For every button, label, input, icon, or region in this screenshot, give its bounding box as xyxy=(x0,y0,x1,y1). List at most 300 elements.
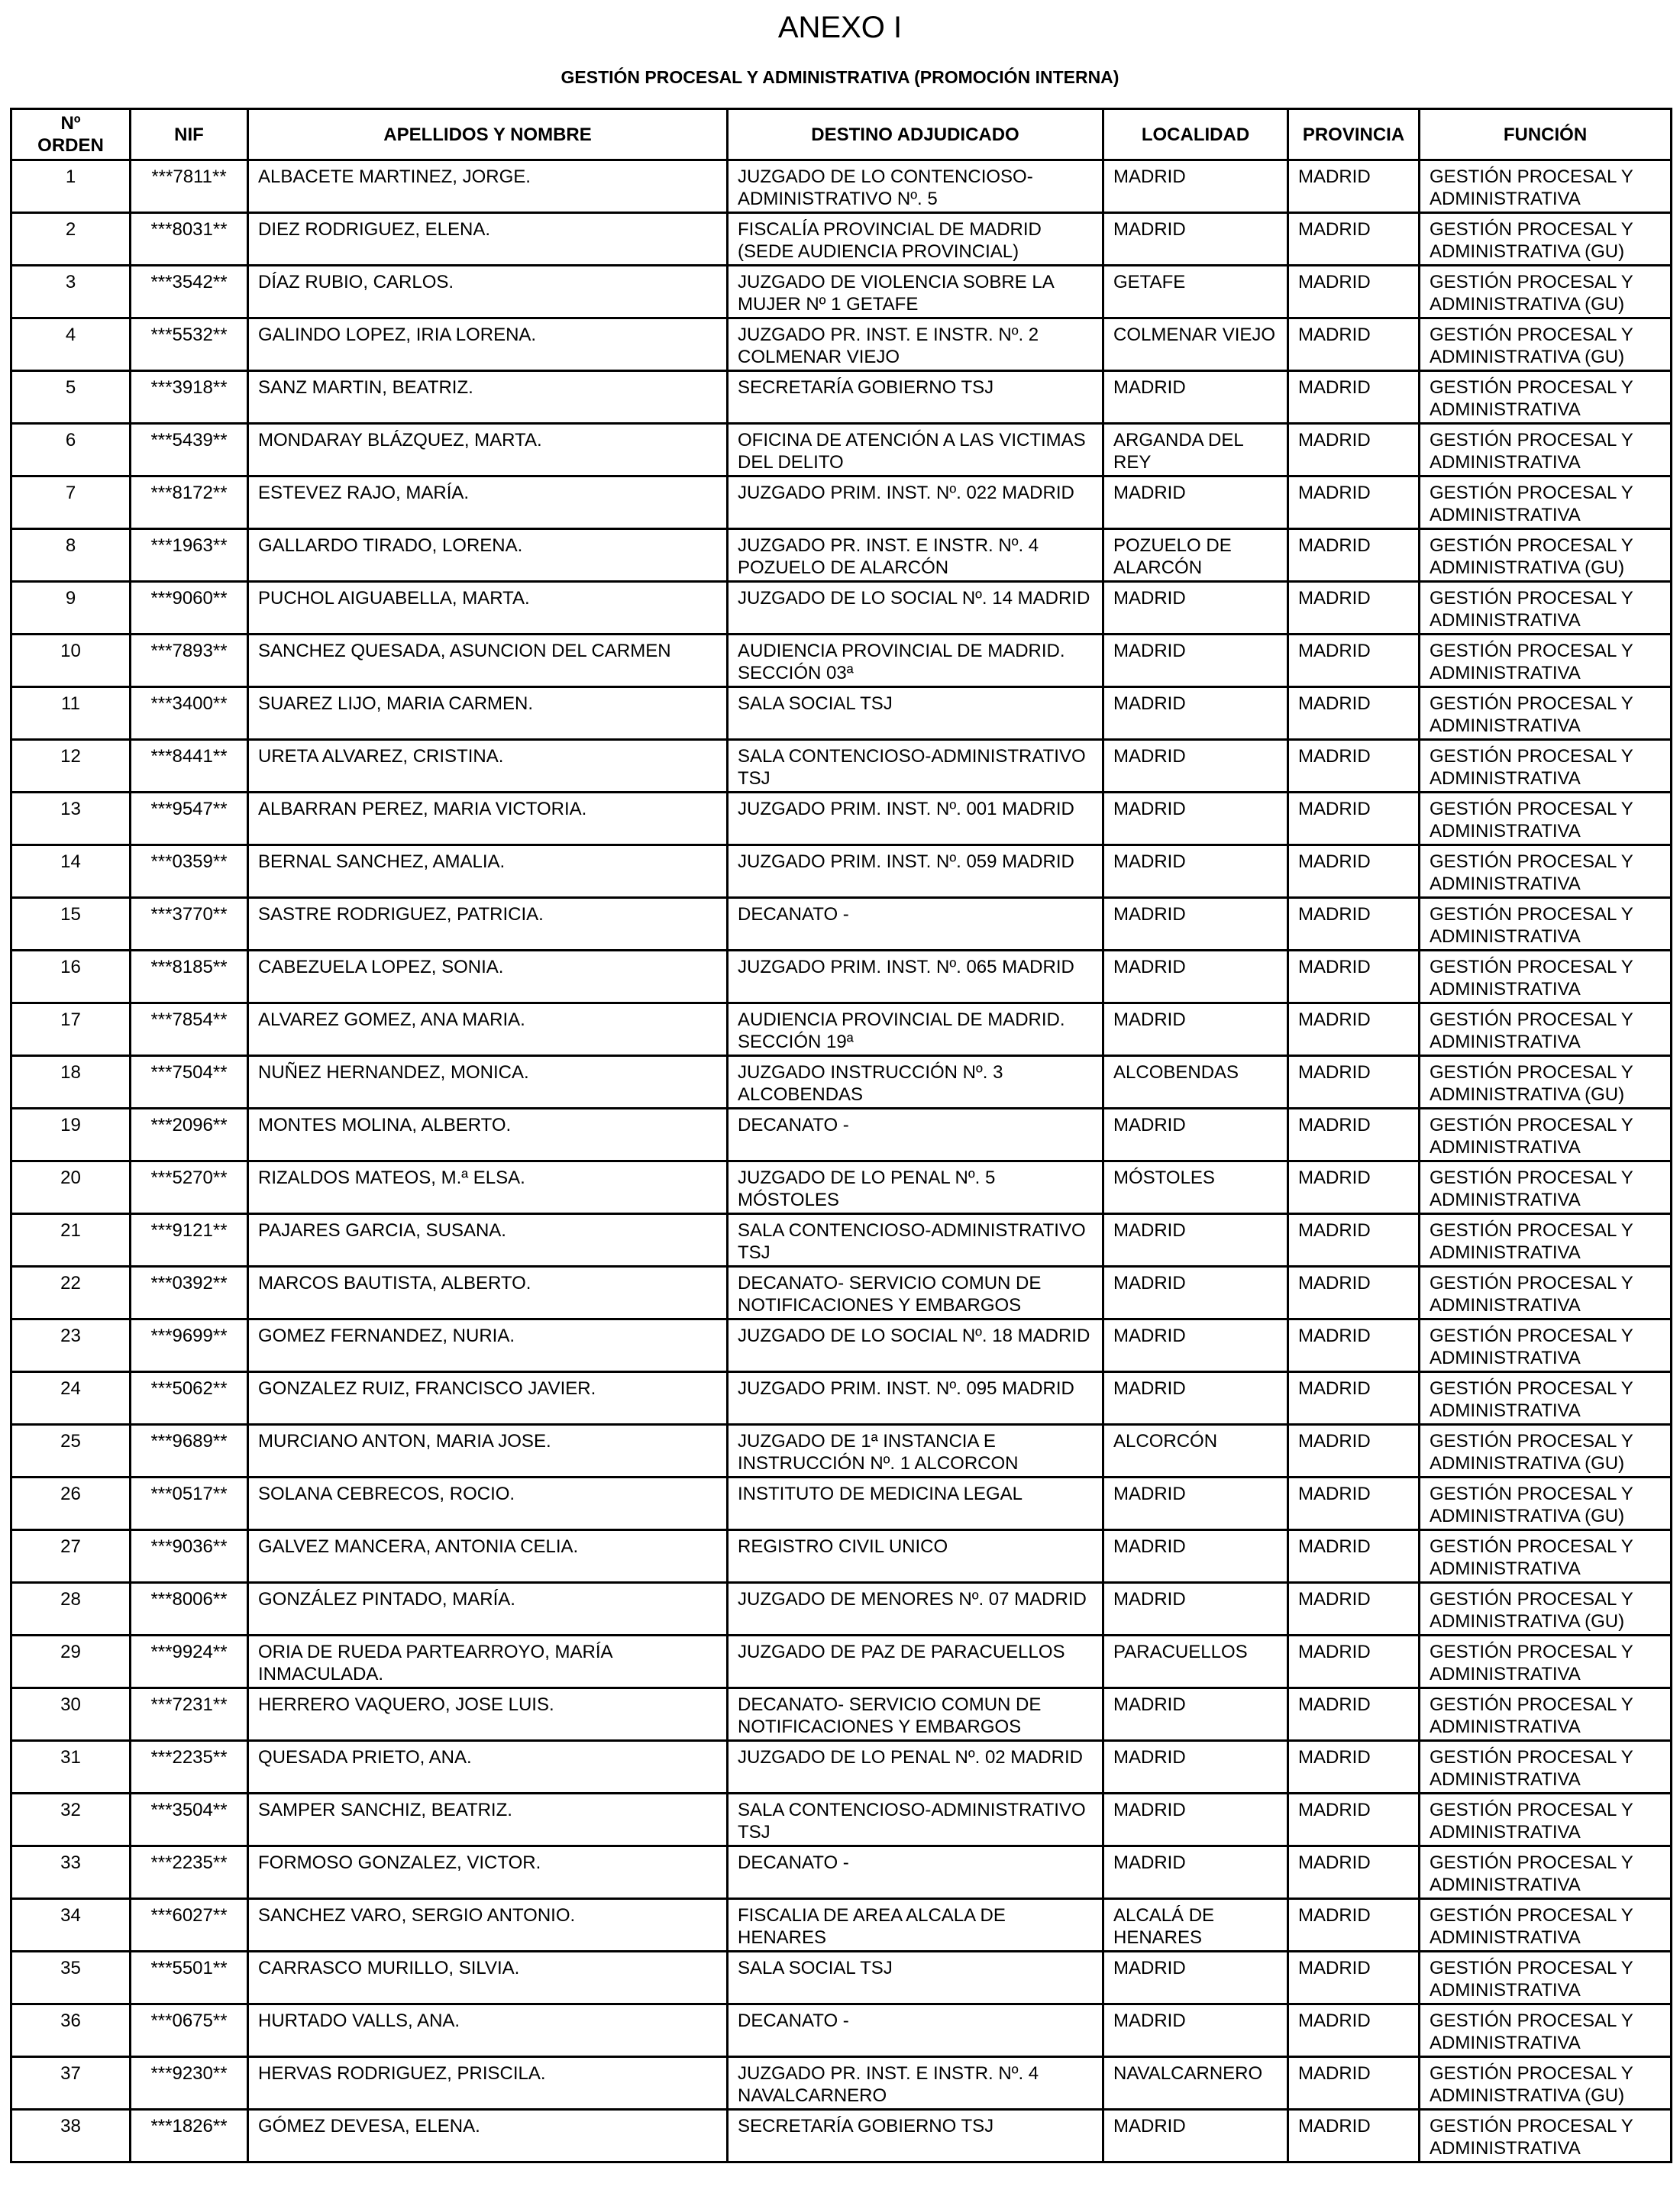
cell-funcion: GESTIÓN PROCESAL Y ADMINISTRATIVA (GU) xyxy=(1420,2057,1672,2110)
cell-localidad: MADRID xyxy=(1103,1214,1288,1267)
cell-orden: 21 xyxy=(11,1214,131,1267)
cell-destino: JUZGADO PRIM. INST. Nº. 059 MADRID xyxy=(728,845,1103,898)
table-body xyxy=(11,160,1672,2162)
table-header-row xyxy=(11,109,1672,160)
cell-funcion: GESTIÓN PROCESAL Y ADMINISTRATIVA (GU) xyxy=(1420,266,1672,318)
cell-destino: SECRETARÍA GOBIERNO TSJ xyxy=(728,371,1103,424)
cell-nombre: GONZÁLEZ PINTADO, MARÍA. xyxy=(248,1583,728,1636)
document-subtitle: GESTIÓN PROCESAL Y ADMINISTRATIVA (PROMOCIÓN INTERNA) xyxy=(561,67,1119,87)
cell-nombre: HERVAS RODRIGUEZ, PRISCILA. xyxy=(248,2057,728,2110)
cell-nombre: SANCHEZ QUESADA, ASUNCION DEL CARMEN xyxy=(248,635,728,687)
cell-funcion: GESTIÓN PROCESAL Y ADMINISTRATIVA xyxy=(1420,1899,1672,1952)
table-row xyxy=(11,1267,1672,1319)
table-row xyxy=(11,1688,1672,1741)
cell-nombre: ORIA DE RUEDA PARTEARROYO, MARÍA INMACULADA. xyxy=(248,1636,728,1688)
cell-localidad: MADRID xyxy=(1103,1688,1288,1741)
cell-funcion: GESTIÓN PROCESAL Y ADMINISTRATIVA xyxy=(1420,1267,1672,1319)
cell-provincia: MADRID xyxy=(1288,1530,1420,1583)
cell-nombre: SAMPER SANCHIZ, BEATRIZ. xyxy=(248,1794,728,1846)
cell-nombre: RIZALDOS MATEOS, M.ª ELSA. xyxy=(248,1161,728,1214)
cell-nombre: BERNAL SANCHEZ, AMALIA. xyxy=(248,845,728,898)
cell-destino: DECANATO - xyxy=(728,898,1103,951)
cell-localidad: MADRID xyxy=(1103,1794,1288,1846)
cell-localidad: MADRID xyxy=(1103,898,1288,951)
cell-nif: ***1826** xyxy=(131,2110,248,2162)
cell-nif: ***3542** xyxy=(131,266,248,318)
cell-nif: ***7231** xyxy=(131,1688,248,1741)
cell-provincia: MADRID xyxy=(1288,1741,1420,1794)
table-row xyxy=(11,1741,1672,1794)
cell-nombre: SOLANA CEBRECOS, ROCIO. xyxy=(248,1478,728,1530)
cell-orden: 2 xyxy=(11,213,131,266)
cell-provincia: MADRID xyxy=(1288,371,1420,424)
cell-funcion: GESTIÓN PROCESAL Y ADMINISTRATIVA xyxy=(1420,371,1672,424)
cell-nif: ***7504** xyxy=(131,1056,248,1109)
table-row xyxy=(11,1899,1672,1952)
cell-destino: AUDIENCIA PROVINCIAL DE MADRID. SECCIÓN 19ª xyxy=(728,1003,1103,1056)
cell-funcion: GESTIÓN PROCESAL Y ADMINISTRATIVA xyxy=(1420,1846,1672,1899)
cell-nombre: FORMOSO GONZALEZ, VICTOR. xyxy=(248,1846,728,1899)
cell-nif: ***2096** xyxy=(131,1109,248,1161)
cell-destino: SALA SOCIAL TSJ xyxy=(728,687,1103,740)
cell-nif: ***0392** xyxy=(131,1267,248,1319)
cell-nif: ***0517** xyxy=(131,1478,248,1530)
cell-nombre: ESTEVEZ RAJO, MARÍA. xyxy=(248,476,728,529)
cell-destino: DECANATO- SERVICIO COMUN DE NOTIFICACIONES Y EMBARGOS xyxy=(728,1267,1103,1319)
cell-orden: 22 xyxy=(11,1267,131,1319)
cell-provincia: MADRID xyxy=(1288,1109,1420,1161)
table-row xyxy=(11,2110,1672,2162)
cell-orden: 27 xyxy=(11,1530,131,1583)
cell-destino: SECRETARÍA GOBIERNO TSJ xyxy=(728,2110,1103,2162)
cell-provincia: MADRID xyxy=(1288,1372,1420,1425)
cell-localidad: NAVALCARNERO xyxy=(1103,2057,1288,2110)
cell-funcion: GESTIÓN PROCESAL Y ADMINISTRATIVA (GU) xyxy=(1420,1425,1672,1478)
cell-provincia: MADRID xyxy=(1288,2057,1420,2110)
cell-destino: FISCALIA DE AREA ALCALA DE HENARES xyxy=(728,1899,1103,1952)
cell-nombre: PAJARES GARCIA, SUSANA. xyxy=(248,1214,728,1267)
table-row xyxy=(11,1794,1672,1846)
cell-funcion: GESTIÓN PROCESAL Y ADMINISTRATIVA xyxy=(1420,1161,1672,1214)
cell-localidad: ALCALÁ DE HENARES xyxy=(1103,1899,1288,1952)
cell-provincia: MADRID xyxy=(1288,476,1420,529)
cell-localidad: POZUELO DE ALARCÓN xyxy=(1103,529,1288,582)
table-row xyxy=(11,1952,1672,2004)
table-row xyxy=(11,529,1672,582)
cell-orden: 30 xyxy=(11,1688,131,1741)
cell-destino: AUDIENCIA PROVINCIAL DE MADRID. SECCIÓN 03ª xyxy=(728,635,1103,687)
cell-funcion: GESTIÓN PROCESAL Y ADMINISTRATIVA (GU) xyxy=(1420,318,1672,371)
table-row xyxy=(11,1214,1672,1267)
cell-orden: 9 xyxy=(11,582,131,635)
cell-nif: ***3400** xyxy=(131,687,248,740)
cell-localidad: MADRID xyxy=(1103,687,1288,740)
cell-nif: ***5532** xyxy=(131,318,248,371)
cell-localidad: MADRID xyxy=(1103,1267,1288,1319)
cell-nombre: CARRASCO MURILLO, SILVIA. xyxy=(248,1952,728,2004)
cell-localidad: MADRID xyxy=(1103,582,1288,635)
table-row xyxy=(11,845,1672,898)
cell-orden: 10 xyxy=(11,635,131,687)
cell-nombre: ALBACETE MARTINEZ, JORGE. xyxy=(248,160,728,213)
cell-orden: 25 xyxy=(11,1425,131,1478)
cell-orden: 20 xyxy=(11,1161,131,1214)
cell-funcion: GESTIÓN PROCESAL Y ADMINISTRATIVA (GU) xyxy=(1420,1478,1672,1530)
cell-funcion: GESTIÓN PROCESAL Y ADMINISTRATIVA xyxy=(1420,424,1672,476)
header-orden-line2: ORDEN xyxy=(37,135,104,156)
cell-provincia: MADRID xyxy=(1288,2004,1420,2057)
cell-localidad: MADRID xyxy=(1103,476,1288,529)
cell-provincia: MADRID xyxy=(1288,1636,1420,1688)
cell-nombre: MONTES MOLINA, ALBERTO. xyxy=(248,1109,728,1161)
cell-localidad: MADRID xyxy=(1103,740,1288,793)
cell-nif: ***9036** xyxy=(131,1530,248,1583)
cell-destino: JUZGADO INSTRUCCIÓN Nº. 3 ALCOBENDAS xyxy=(728,1056,1103,1109)
table-row xyxy=(11,793,1672,845)
cell-orden: 18 xyxy=(11,1056,131,1109)
cell-localidad: MADRID xyxy=(1103,1478,1288,1530)
cell-orden: 31 xyxy=(11,1741,131,1794)
cell-destino: DECANATO- SERVICIO COMUN DE NOTIFICACIONES Y EMBARGOS xyxy=(728,1688,1103,1741)
table-row xyxy=(11,1425,1672,1478)
cell-nombre: GONZALEZ RUIZ, FRANCISCO JAVIER. xyxy=(248,1372,728,1425)
header-nombre: APELLIDOS Y NOMBRE xyxy=(248,109,728,160)
cell-nif: ***9121** xyxy=(131,1214,248,1267)
cell-orden: 6 xyxy=(11,424,131,476)
table-row xyxy=(11,687,1672,740)
cell-nif: ***9689** xyxy=(131,1425,248,1478)
cell-nif: ***5062** xyxy=(131,1372,248,1425)
cell-provincia: MADRID xyxy=(1288,1952,1420,2004)
cell-nif: ***7854** xyxy=(131,1003,248,1056)
cell-localidad: PARACUELLOS xyxy=(1103,1636,1288,1688)
cell-destino: OFICINA DE ATENCIÓN A LAS VICTIMAS DEL DELITO xyxy=(728,424,1103,476)
cell-nif: ***0359** xyxy=(131,845,248,898)
header-nif: NIF xyxy=(131,109,248,160)
cell-provincia: MADRID xyxy=(1288,213,1420,266)
cell-destino: JUZGADO DE MENORES Nº. 07 MADRID xyxy=(728,1583,1103,1636)
table-row xyxy=(11,476,1672,529)
table-row xyxy=(11,266,1672,318)
table-row xyxy=(11,1636,1672,1688)
cell-destino: FISCALÍA PROVINCIAL DE MADRID (SEDE AUDIENCIA PROVINCIAL) xyxy=(728,213,1103,266)
cell-orden: 17 xyxy=(11,1003,131,1056)
cell-provincia: MADRID xyxy=(1288,845,1420,898)
cell-localidad: MADRID xyxy=(1103,845,1288,898)
cell-nif: ***7893** xyxy=(131,635,248,687)
cell-nif: ***3504** xyxy=(131,1794,248,1846)
cell-funcion: GESTIÓN PROCESAL Y ADMINISTRATIVA xyxy=(1420,687,1672,740)
table-row xyxy=(11,1583,1672,1636)
cell-localidad: MADRID xyxy=(1103,1319,1288,1372)
cell-localidad: MADRID xyxy=(1103,1372,1288,1425)
cell-nif: ***8172** xyxy=(131,476,248,529)
cell-funcion: GESTIÓN PROCESAL Y ADMINISTRATIVA xyxy=(1420,951,1672,1003)
document-title: ANEXO I xyxy=(777,11,903,44)
cell-funcion: GESTIÓN PROCESAL Y ADMINISTRATIVA xyxy=(1420,1530,1672,1583)
cell-orden: 15 xyxy=(11,898,131,951)
header-provincia: PROVINCIA xyxy=(1288,109,1420,160)
table-row xyxy=(11,2057,1672,2110)
cell-funcion: GESTIÓN PROCESAL Y ADMINISTRATIVA (GU) xyxy=(1420,1583,1672,1636)
cell-orden: 19 xyxy=(11,1109,131,1161)
cell-nif: ***2235** xyxy=(131,1741,248,1794)
cell-localidad: MADRID xyxy=(1103,2004,1288,2057)
cell-orden: 28 xyxy=(11,1583,131,1636)
cell-provincia: MADRID xyxy=(1288,529,1420,582)
cell-nombre: MURCIANO ANTON, MARIA JOSE. xyxy=(248,1425,728,1478)
cell-localidad: MADRID xyxy=(1103,635,1288,687)
cell-funcion: GESTIÓN PROCESAL Y ADMINISTRATIVA xyxy=(1420,1003,1672,1056)
table-row xyxy=(11,740,1672,793)
cell-nif: ***9924** xyxy=(131,1636,248,1688)
cell-funcion: GESTIÓN PROCESAL Y ADMINISTRATIVA xyxy=(1420,476,1672,529)
cell-nif: ***3918** xyxy=(131,371,248,424)
cell-funcion: GESTIÓN PROCESAL Y ADMINISTRATIVA xyxy=(1420,1688,1672,1741)
cell-provincia: MADRID xyxy=(1288,2110,1420,2162)
cell-localidad: MADRID xyxy=(1103,951,1288,1003)
cell-destino: SALA CONTENCIOSO-ADMINISTRATIVO TSJ xyxy=(728,1794,1103,1846)
cell-destino: JUZGADO PRIM. INST. Nº. 022 MADRID xyxy=(728,476,1103,529)
cell-nif: ***9230** xyxy=(131,2057,248,2110)
cell-destino: DECANATO - xyxy=(728,1109,1103,1161)
cell-provincia: MADRID xyxy=(1288,1214,1420,1267)
cell-localidad: ARGANDA DEL REY xyxy=(1103,424,1288,476)
cell-provincia: MADRID xyxy=(1288,898,1420,951)
cell-orden: 33 xyxy=(11,1846,131,1899)
cell-funcion: GESTIÓN PROCESAL Y ADMINISTRATIVA xyxy=(1420,1741,1672,1794)
header-localidad: LOCALIDAD xyxy=(1103,109,1288,160)
cell-localidad: MADRID xyxy=(1103,213,1288,266)
cell-localidad: GETAFE xyxy=(1103,266,1288,318)
cell-nombre: DÍAZ RUBIO, CARLOS. xyxy=(248,266,728,318)
cell-destino: REGISTRO CIVIL UNICO xyxy=(728,1530,1103,1583)
cell-orden: 5 xyxy=(11,371,131,424)
cell-nif: ***5270** xyxy=(131,1161,248,1214)
cell-orden: 38 xyxy=(11,2110,131,2162)
cell-localidad: MADRID xyxy=(1103,2110,1288,2162)
cell-nif: ***8006** xyxy=(131,1583,248,1636)
header-orden xyxy=(11,109,131,160)
table-row xyxy=(11,160,1672,213)
cell-destino: SALA SOCIAL TSJ xyxy=(728,1952,1103,2004)
cell-destino: JUZGADO DE 1ª INSTANCIA E INSTRUCCIÓN Nº. 1 ALCORCON xyxy=(728,1425,1103,1478)
cell-orden: 26 xyxy=(11,1478,131,1530)
cell-destino: SALA CONTENCIOSO-ADMINISTRATIVO TSJ xyxy=(728,740,1103,793)
cell-provincia: MADRID xyxy=(1288,1425,1420,1478)
cell-nif: ***5439** xyxy=(131,424,248,476)
cell-localidad: MADRID xyxy=(1103,1003,1288,1056)
cell-provincia: MADRID xyxy=(1288,635,1420,687)
cell-nombre: SUAREZ LIJO, MARIA CARMEN. xyxy=(248,687,728,740)
table-row xyxy=(11,2004,1672,2057)
cell-nif: ***2235** xyxy=(131,1846,248,1899)
cell-localidad: MADRID xyxy=(1103,793,1288,845)
cell-provincia: MADRID xyxy=(1288,1003,1420,1056)
cell-nombre: NUÑEZ HERNANDEZ, MONICA. xyxy=(248,1056,728,1109)
cell-destino: JUZGADO DE LO PENAL Nº. 5 MÓSTOLES xyxy=(728,1161,1103,1214)
cell-destino: JUZGADO PR. INST. E INSTR. Nº. 4 NAVALCARNERO xyxy=(728,2057,1103,2110)
cell-nif: ***8185** xyxy=(131,951,248,1003)
cell-nif: ***9699** xyxy=(131,1319,248,1372)
cell-provincia: MADRID xyxy=(1288,793,1420,845)
cell-nif: ***6027** xyxy=(131,1899,248,1952)
cell-orden: 14 xyxy=(11,845,131,898)
cell-orden: 35 xyxy=(11,1952,131,2004)
cell-orden: 3 xyxy=(11,266,131,318)
cell-provincia: MADRID xyxy=(1288,266,1420,318)
cell-orden: 32 xyxy=(11,1794,131,1846)
cell-localidad: MÓSTOLES xyxy=(1103,1161,1288,1214)
cell-provincia: MADRID xyxy=(1288,951,1420,1003)
cell-funcion: GESTIÓN PROCESAL Y ADMINISTRATIVA xyxy=(1420,845,1672,898)
cell-provincia: MADRID xyxy=(1288,1794,1420,1846)
cell-funcion: GESTIÓN PROCESAL Y ADMINISTRATIVA (GU) xyxy=(1420,1056,1672,1109)
cell-provincia: MADRID xyxy=(1288,1583,1420,1636)
table-row xyxy=(11,1319,1672,1372)
cell-provincia: MADRID xyxy=(1288,1056,1420,1109)
cell-nif: ***9060** xyxy=(131,582,248,635)
cell-nif: ***8031** xyxy=(131,213,248,266)
cell-nombre: GÓMEZ DEVESA, ELENA. xyxy=(248,2110,728,2162)
header-funcion: FUNCIÓN xyxy=(1420,109,1672,160)
cell-destino: JUZGADO DE VIOLENCIA SOBRE LA MUJER Nº 1 GETAFE xyxy=(728,266,1103,318)
cell-localidad: MADRID xyxy=(1103,160,1288,213)
cell-nombre: DIEZ RODRIGUEZ, ELENA. xyxy=(248,213,728,266)
cell-orden: 8 xyxy=(11,529,131,582)
cell-orden: 36 xyxy=(11,2004,131,2057)
cell-funcion: GESTIÓN PROCESAL Y ADMINISTRATIVA xyxy=(1420,1636,1672,1688)
cell-provincia: MADRID xyxy=(1288,740,1420,793)
cell-funcion: GESTIÓN PROCESAL Y ADMINISTRATIVA xyxy=(1420,2110,1672,2162)
cell-nombre: CABEZUELA LOPEZ, SONIA. xyxy=(248,951,728,1003)
table-row xyxy=(11,213,1672,266)
cell-localidad: ALCOBENDAS xyxy=(1103,1056,1288,1109)
cell-nombre: MARCOS BAUTISTA, ALBERTO. xyxy=(248,1267,728,1319)
cell-funcion: GESTIÓN PROCESAL Y ADMINISTRATIVA xyxy=(1420,740,1672,793)
cell-orden: 12 xyxy=(11,740,131,793)
cell-funcion: GESTIÓN PROCESAL Y ADMINISTRATIVA (GU) xyxy=(1420,529,1672,582)
cell-nombre: SASTRE RODRIGUEZ, PATRICIA. xyxy=(248,898,728,951)
cell-destino: DECANATO - xyxy=(728,1846,1103,1899)
cell-funcion: GESTIÓN PROCESAL Y ADMINISTRATIVA xyxy=(1420,2004,1672,2057)
cell-orden: 24 xyxy=(11,1372,131,1425)
cell-nombre: GOMEZ FERNANDEZ, NURIA. xyxy=(248,1319,728,1372)
cell-localidad: ALCORCÓN xyxy=(1103,1425,1288,1478)
cell-funcion: GESTIÓN PROCESAL Y ADMINISTRATIVA xyxy=(1420,635,1672,687)
table-row xyxy=(11,424,1672,476)
cell-localidad: MADRID xyxy=(1103,1741,1288,1794)
cell-nombre: SANCHEZ VARO, SERGIO ANTONIO. xyxy=(248,1899,728,1952)
cell-nombre: GALVEZ MANCERA, ANTONIA CELIA. xyxy=(248,1530,728,1583)
cell-provincia: MADRID xyxy=(1288,1688,1420,1741)
cell-funcion: GESTIÓN PROCESAL Y ADMINISTRATIVA xyxy=(1420,1214,1672,1267)
cell-orden: 11 xyxy=(11,687,131,740)
cell-nombre: HERRERO VAQUERO, JOSE LUIS. xyxy=(248,1688,728,1741)
table-row xyxy=(11,1003,1672,1056)
cell-localidad: MADRID xyxy=(1103,1952,1288,2004)
cell-provincia: MADRID xyxy=(1288,1846,1420,1899)
cell-localidad: MADRID xyxy=(1103,1109,1288,1161)
cell-funcion: GESTIÓN PROCESAL Y ADMINISTRATIVA xyxy=(1420,1319,1672,1372)
cell-localidad: MADRID xyxy=(1103,371,1288,424)
cell-provincia: MADRID xyxy=(1288,1478,1420,1530)
cell-funcion: GESTIÓN PROCESAL Y ADMINISTRATIVA xyxy=(1420,582,1672,635)
cell-destino: JUZGADO PR. INST. E INSTR. Nº. 4 POZUELO DE ALARCÓN xyxy=(728,529,1103,582)
cell-destino: JUZGADO PRIM. INST. Nº. 001 MADRID xyxy=(728,793,1103,845)
cell-destino: JUZGADO DE PAZ DE PARACUELLOS xyxy=(728,1636,1103,1688)
cell-destino: INSTITUTO DE MEDICINA LEGAL xyxy=(728,1478,1103,1530)
cell-nombre: HURTADO VALLS, ANA. xyxy=(248,2004,728,2057)
cell-orden: 34 xyxy=(11,1899,131,1952)
cell-localidad: MADRID xyxy=(1103,1583,1288,1636)
cell-provincia: MADRID xyxy=(1288,1267,1420,1319)
cell-destino: JUZGADO DE LO PENAL Nº. 02 MADRID xyxy=(728,1741,1103,1794)
cell-nif: ***3770** xyxy=(131,898,248,951)
table-row xyxy=(11,898,1672,951)
cell-provincia: MADRID xyxy=(1288,582,1420,635)
cell-destino: JUZGADO DE LO SOCIAL Nº. 18 MADRID xyxy=(728,1319,1103,1372)
table-row xyxy=(11,1161,1672,1214)
cell-nif: ***9547** xyxy=(131,793,248,845)
header-orden-line1: Nº xyxy=(60,113,81,134)
cell-nif: ***7811** xyxy=(131,160,248,213)
cell-nombre: QUESADA PRIETO, ANA. xyxy=(248,1741,728,1794)
header-destino: DESTINO ADJUDICADO xyxy=(728,109,1103,160)
table-row xyxy=(11,1056,1672,1109)
cell-provincia: MADRID xyxy=(1288,1899,1420,1952)
table-row xyxy=(11,1109,1672,1161)
cell-provincia: MADRID xyxy=(1288,1319,1420,1372)
cell-localidad: MADRID xyxy=(1103,1530,1288,1583)
table-row xyxy=(11,1846,1672,1899)
table-row xyxy=(11,1372,1672,1425)
cell-nif: ***8441** xyxy=(131,740,248,793)
cell-provincia: MADRID xyxy=(1288,687,1420,740)
cell-orden: 7 xyxy=(11,476,131,529)
table-row xyxy=(11,318,1672,371)
cell-funcion: GESTIÓN PROCESAL Y ADMINISTRATIVA xyxy=(1420,1794,1672,1846)
table-row xyxy=(11,951,1672,1003)
cell-funcion: GESTIÓN PROCESAL Y ADMINISTRATIVA xyxy=(1420,793,1672,845)
cell-funcion: GESTIÓN PROCESAL Y ADMINISTRATIVA xyxy=(1420,1952,1672,2004)
table-row xyxy=(11,371,1672,424)
cell-funcion: GESTIÓN PROCESAL Y ADMINISTRATIVA xyxy=(1420,1109,1672,1161)
table-row xyxy=(11,635,1672,687)
cell-orden: 1 xyxy=(11,160,131,213)
cell-destino: JUZGADO PRIM. INST. Nº. 095 MADRID xyxy=(728,1372,1103,1425)
cell-destino: JUZGADO PR. INST. E INSTR. Nº. 2 COLMENAR VIEJO xyxy=(728,318,1103,371)
table-row xyxy=(11,1530,1672,1583)
cell-nombre: GALINDO LOPEZ, IRIA LORENA. xyxy=(248,318,728,371)
cell-orden: 16 xyxy=(11,951,131,1003)
cell-nombre: SANZ MARTIN, BEATRIZ. xyxy=(248,371,728,424)
cell-provincia: MADRID xyxy=(1288,424,1420,476)
cell-nif: ***1963** xyxy=(131,529,248,582)
cell-destino: JUZGADO DE LO CONTENCIOSO-ADMINISTRATIVO Nº. 5 xyxy=(728,160,1103,213)
table-row xyxy=(11,582,1672,635)
cell-orden: 13 xyxy=(11,793,131,845)
cell-destino: DECANATO - xyxy=(728,2004,1103,2057)
cell-nif: ***5501** xyxy=(131,1952,248,2004)
cell-funcion: GESTIÓN PROCESAL Y ADMINISTRATIVA xyxy=(1420,160,1672,213)
table-row xyxy=(11,1478,1672,1530)
cell-nombre: PUCHOL AIGUABELLA, MARTA. xyxy=(248,582,728,635)
cell-destino: JUZGADO DE LO SOCIAL Nº. 14 MADRID xyxy=(728,582,1103,635)
cell-orden: 4 xyxy=(11,318,131,371)
assignments-table xyxy=(10,108,1672,2163)
cell-orden: 29 xyxy=(11,1636,131,1688)
